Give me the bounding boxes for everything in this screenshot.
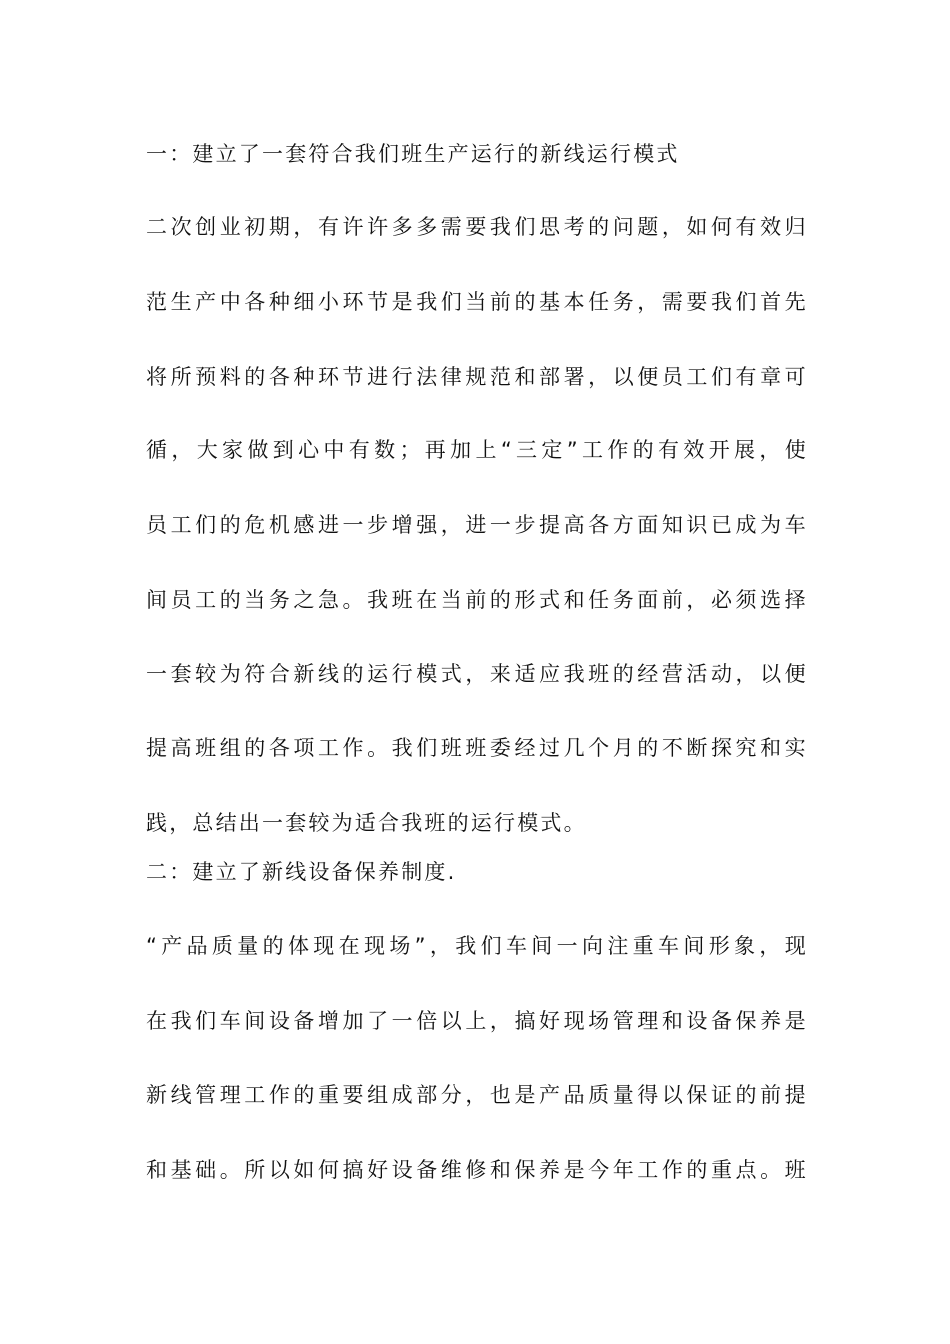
paragraph-line: 范 生 产 中 各 种 细 小 环 节 是 我 们 当 前 的 基 本 任 务 ， 需 要 我 们 首 先 [146,290,806,314]
paragraph-line: 和 基 础 。 所 以 如 何 搞 好 设 备 维 修 和 保 养 是 今 年 工 作 的 重 点 。 班 [146,1158,806,1182]
section-heading-1: 一：建立了一套符合我们班生产运行的新线运行模式 [146,142,680,166]
paragraph-line: 一 套 较 为 符 合 新 线 的 运 行 模 式 ， 来 适 应 我 班 的 经 营 活 动 ， 以 便 [146,662,806,686]
paragraph-line: 间 员 工 的 当 务 之 急 。 我 班 在 当 前 的 形 式 和 任 务 面 前 ， 必 须 选 择 [146,588,806,612]
paragraph-line: 提 高 班 组 的 各 项 工 作 。 我 们 班 班 委 经 过 几 个 月 的 不 断 探 究 和 实 [146,736,806,760]
paragraph-line: 二 次 创 业 初 期 ， 有 许 许 多 多 需 要 我 们 思 考 的 问 题 ， 如 何 有 效 归 [146,215,806,239]
paragraph-line: 员 工 们 的 危 机 感 进 一 步 增 强 ， 进 一 步 提 高 各 方 面 知 识 已 成 为 车 [146,513,806,537]
paragraph-line: “ 产 品 质 量 的 体 现 在 现 场 ” ， 我 们 车 间 一 向 注 重 车 间 形 象 ， 现 [146,934,806,958]
paragraph-line: 践，总结出一套较为适合我班的运行模式。 [146,811,587,835]
section-heading-2: 二：建立了新线设备保养制度. [146,860,457,884]
paragraph-line: 循 ， 大 家 做 到 心 中 有 数 ； 再 加 上 “ 三 定 ” 工 作 的 有 效 开 展 ， 使 [146,438,806,462]
paragraph-line: 在 我 们 车 间 设 备 增 加 了 一 倍 以 上 ， 搞 好 现 场 管 理 和 设 备 保 养 是 [146,1009,806,1033]
paragraph-line: 将 所 预 料 的 各 种 环 节 进 行 法 律 规 范 和 部 署 ， 以 便 员 工 们 有 章 可 [146,365,806,389]
paragraph-line: 新 线 管 理 工 作 的 重 要 组 成 部 分 ， 也 是 产 品 质 量 得 以 保 证 的 前 提 [146,1083,806,1107]
